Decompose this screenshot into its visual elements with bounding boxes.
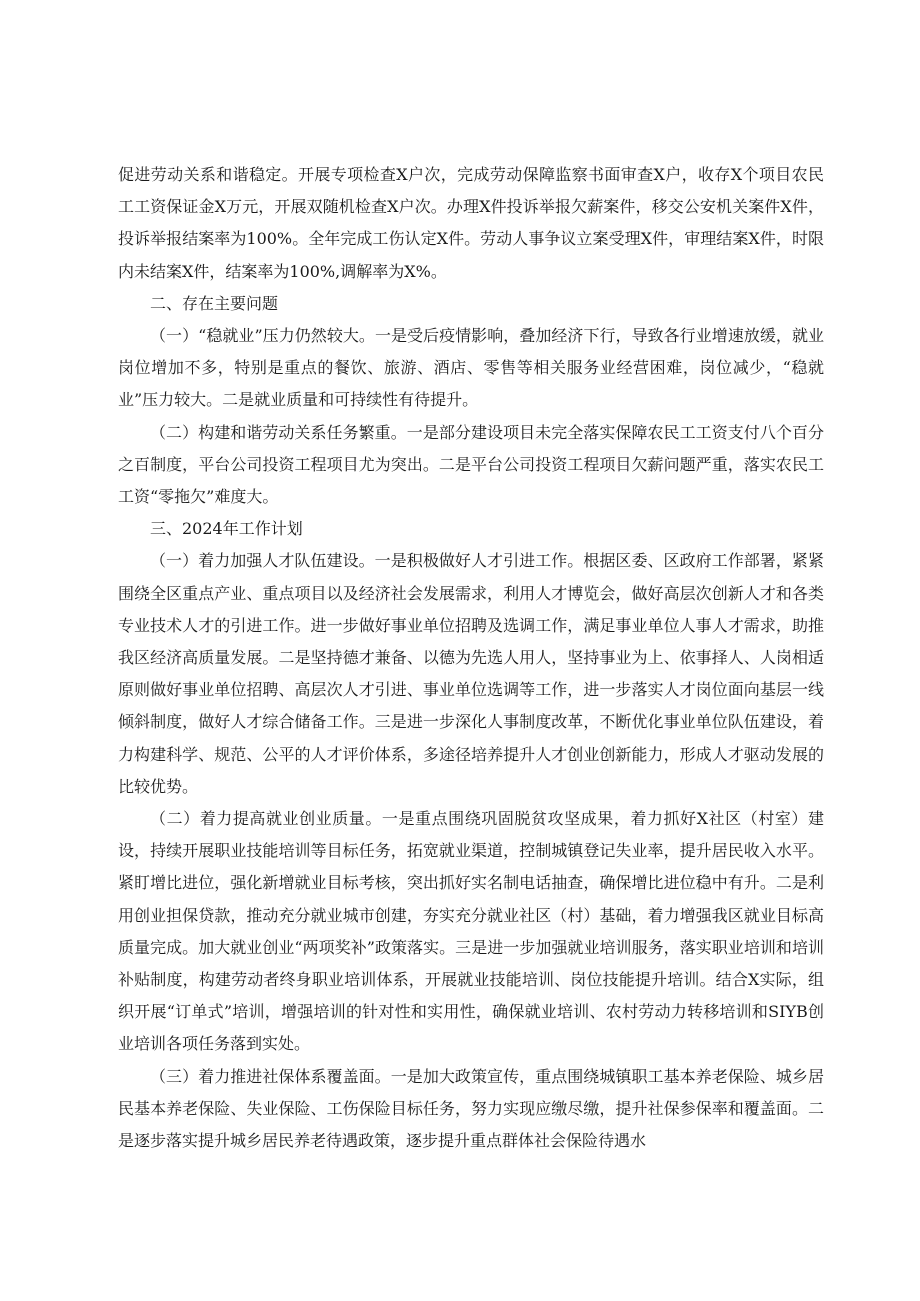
section-heading-work-plan: 三、2024年工作计划 [150, 519, 303, 539]
document-page [118, 159, 824, 1157]
paragraph-employment-quality: （二）着力提高就业创业质量。一是重点围绕巩固脱贫攻坚成果，着力抓好X社区（村室）建设，持续开展职业技能培训等目标任务，拓宽就业渠道，控制城镇登记失业率，提升居民收入水平。紧盯增比进位，强化新增就业目标考核，突出抓好实名制电话抽查，确保增比进位稳中有升。二是利用创业担保贷款，推动充分就业城市创建，夯实充分就业社区（村）基础，着力增强我区就业目标高质量完成。加大就业创业“两项奖补”政策落实。三是进一步加强就业培训服务，落实职业培训和培训补贴制度，构建劳动者终身职业培训体系，开展就业技能培训、岗位技能提升培训。结合X实际，组织开展“订单式”培训，增强培训的针对性和实用性，确保就业培训、农村劳动力转移培训和SIYB创业培训各项任务落到实处。 [118, 809, 824, 1054]
section-heading-main-problems: 二、存在主要问题 [150, 293, 279, 313]
paragraph-talent-team: （一）着力加强人才队伍建设。一是积极做好人才引进工作。根据区委、区政府工作部署，紧紧围绕全区重点产业、重点项目以及经济社会发展需求，利用人才博览会，做好高层次创新人才和各类专业技术人才的引进工作。进一步做好事业单位招聘及选调工作，满足事业单位人事人才需求，助推我区经济高质量发展。二是坚持德才兼备、以德为先选人用人，坚持事业为上、依事择人、人岗相适原则做好事业单位招聘、高层次人才引进、事业单位选调等工作，进一步落实人才岗位面向基层一线倾斜制度，做好人才综合储备工作。三是进一步深化人事制度改革，不断优化事业单位队伍建设，着力构建科学、规范、公平的人才评价体系，多途径培养提升人才创业创新能力，形成人才驱动发展的比较优势。 [118, 551, 824, 796]
paragraph-labor-relations: 促进劳动关系和谐稳定。开展专项检查X户次，完成劳动保障监察书面审查X户，收存X个项目农民工工资保证金X万元，开展双随机检查X户次。办理X件投诉举报欠薪案件，移交公安机关案件X件，投诉举报结案率为100%。全年完成工伤认定X件。劳动人事争议立案受理X件，审理结案X件，时限内未结案X件，结案率为100%,调解率为X%。 [118, 165, 824, 281]
paragraph-labor-relations-tasks: （二）构建和谐劳动关系任务繁重。一是部分建设项目未完全落实保障农民工工资支付八个百分之百制度，平台公司投资工程项目尤为突出。二是平台公司投资工程项目欠薪问题严重，落实农民工工资“零拖欠”难度大。 [118, 422, 824, 507]
paragraph-employment-pressure: （一）“稳就业”压力仍然较大。一是受后疫情影响，叠加经济下行，导致各行业增速放缓，就业岗位增加不多，特别是重点的餐饮、旅游、酒店、零售等相关服务业经营困难，岗位减少，“稳就业”压力较大。二是就业质量和可持续性有待提升。 [118, 326, 824, 410]
paragraph-social-security: （三）着力推进社保体系覆盖面。一是加大政策宣传，重点围绕城镇职工基本养老保险、城乡居民基本养老保险、失业保险、工伤保险目标任务，努力实现应缴尽缴，提升社保参保率和覆盖面。二是逐步落实提升城乡居民养老待遇政策，逐步提升重点群体社会保险待遇水 [118, 1066, 824, 1151]
